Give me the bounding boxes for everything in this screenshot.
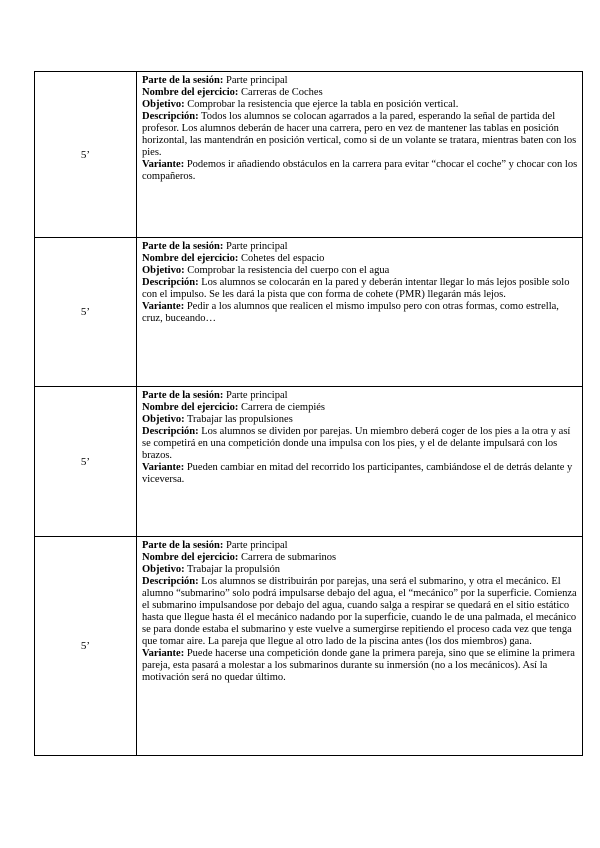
exercise-variant: Variante: Pedir a los alumnos que realicen el mismo impulso pero con otras formas, como estrella, cruz, buceando… bbox=[142, 301, 559, 324]
exercise-objective: Objetivo: Comprobar la resistencia del cuerpo con el agua bbox=[142, 265, 390, 276]
session-part: Parte de la sesión: Parte principal bbox=[142, 241, 288, 252]
table-row bbox=[35, 537, 583, 756]
exercise-objective: Objetivo: Trabajar las propulsiones bbox=[142, 414, 293, 425]
exercise-variant: Variante: Podemos ir añadiendo obstáculos en la carrera para evitar “chocar el coche” y chocar con los compañeros. bbox=[142, 159, 578, 182]
exercise-cell bbox=[137, 72, 583, 238]
exercise-name: Nombre del ejercicio: Carrera de submarinos bbox=[142, 552, 337, 563]
exercise-objective: Objetivo: Trabajar la propulsión bbox=[142, 564, 280, 575]
time-cell: 5’ bbox=[35, 238, 137, 387]
document-page bbox=[34, 71, 583, 756]
exercise-name: Nombre del ejercicio: Carreras de Coches bbox=[142, 87, 323, 98]
exercise-cell bbox=[137, 238, 583, 387]
exercise-description: Descripción: Los alumnos se dividen por parejas. Un miembro deberá coger de los pies a la otra y así se competirá en una competición donde una impulsa con los pies, y el de delante impulsará con los brazos. bbox=[142, 426, 571, 461]
exercise-description: Descripción: Todos los alumnos se colocan agarrados a la pared, esperando la señal de partida del profesor. Los alumnos deberán de hacer una carrera, pero en vez de mantener las tablas en posición horizontal, las mantendrán en posición vertical, como si de un volante se tratara, mientras baten con los pies. bbox=[142, 111, 577, 158]
exercise-name: Nombre del ejercicio: Carrera de ciempiés bbox=[142, 402, 326, 413]
exercise-description: Descripción: Los alumnos se colocarán en la pared y deberán intentar llegar lo más lejos posible solo con el impulso. Se les dará la pista que con forma de cohete (PMR) llegarán más lejos. bbox=[142, 277, 570, 300]
session-table bbox=[34, 71, 583, 756]
session-part: Parte de la sesión: Parte principal bbox=[142, 75, 288, 86]
session-part: Parte de la sesión: Parte principal bbox=[142, 540, 288, 551]
exercise-cell bbox=[137, 387, 583, 537]
exercise-name: Nombre del ejercicio: Cohetes del espacio bbox=[142, 253, 325, 264]
time-cell: 5’ bbox=[35, 537, 137, 756]
time-cell: 5’ bbox=[35, 387, 137, 537]
exercise-cell bbox=[137, 537, 583, 756]
table-row bbox=[35, 72, 583, 238]
exercise-objective: Objetivo: Comprobar la resistencia que ejerce la tabla en posición vertical. bbox=[142, 99, 459, 110]
exercise-variant: Variante: Puede hacerse una competición donde gane la primera pareja, sino que se elimine la primera pareja, esta pasará a molestar a los submarinos durante su inmersión (no a los mecánicos). Así la motivación será no quedar último. bbox=[142, 648, 575, 683]
table-row bbox=[35, 238, 583, 387]
time-cell: 5’ bbox=[35, 72, 137, 238]
table-row bbox=[35, 387, 583, 537]
exercise-description: Descripción: Los alumnos se distribuirán por parejas, una será el submarino, y otra el mecánico. El alumno “submarino” solo podrá impulsarse debajo del agua, el “mecánico” por la superficie. Comienza el submarino impulsandose por debajo del agua, cuando salga a respirar se quedará en el sitio estático hasta que llegue hasta él el mecánico nadando por la superficie, cuando le de una palmada, el mecánico se para donde estaba el submarino y este vuelve a sumergirse repitiendo el proceso cada vez que tenga que tomar aire. La pareja que llegue al otro lado de la piscina antes (los dos miembros) gana. bbox=[142, 576, 577, 647]
session-part: Parte de la sesión: Parte principal bbox=[142, 390, 288, 401]
exercise-variant: Variante: Pueden cambiar en mitad del recorrido los participantes, cambiándose el de detrás delante y viceversa. bbox=[142, 462, 573, 485]
